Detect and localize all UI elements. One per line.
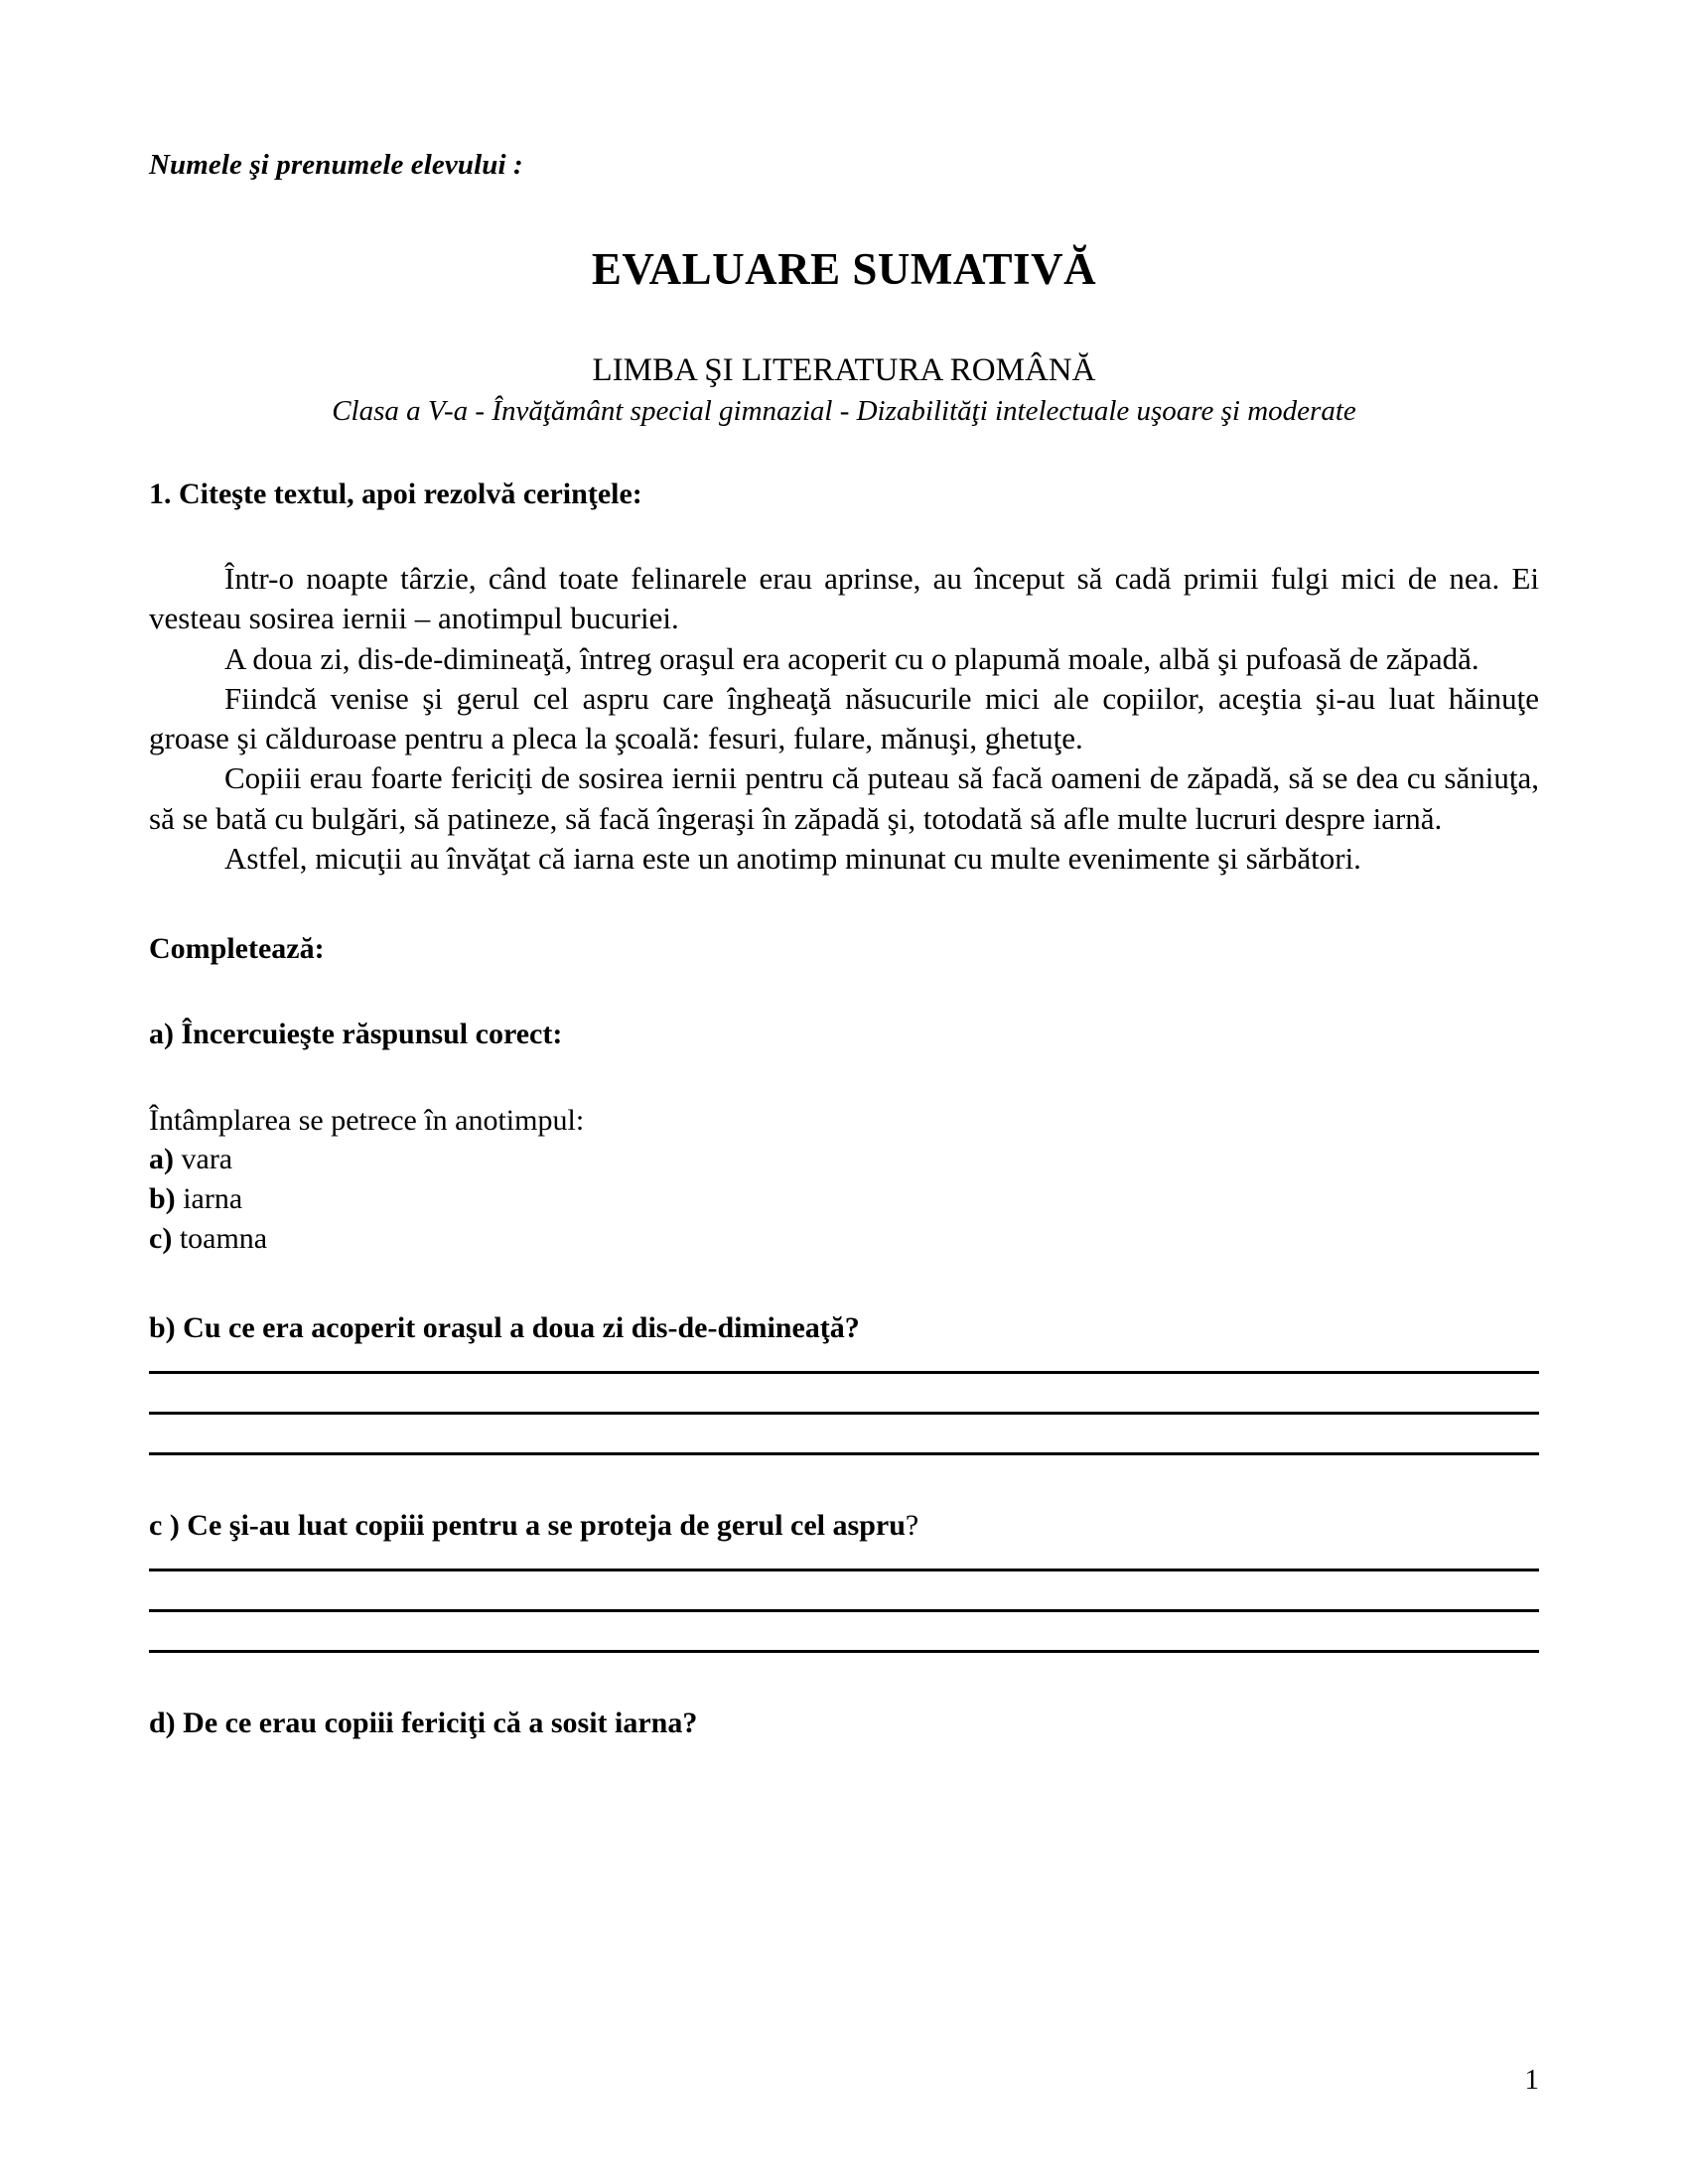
option-key: a)	[149, 1143, 174, 1176]
reading-passage	[149, 559, 1539, 879]
exercise-c-question-mark: ?	[905, 1509, 919, 1543]
answer-line[interactable]	[149, 1569, 1539, 1571]
option-label: iarna	[183, 1181, 243, 1215]
answer-line[interactable]	[149, 1650, 1539, 1653]
passage-paragraph: Fiindcă venise şi gerul cel aspru care îngheaţă năsucurile mici ale copiilor, aceştia şi-au luat hăinuţe groase şi călduroase pentru a pleca la şcoală: fesuri, fulare, mănuşi, ghetuţe.	[149, 680, 1539, 756]
answer-line[interactable]	[149, 1412, 1539, 1415]
passage-paragraph: Copiii erau foarte fericiţi de sosirea iernii pentru că puteau să facă oameni de zăpadă, să se dea cu săniuţa, să se bată cu bulgări, să patineze, să facă îngeraşi în zăpadă şi, totodată să afle multe lucruri despre iarnă.	[149, 760, 1539, 836]
answer-line[interactable]	[149, 1609, 1539, 1612]
option-label: vara	[181, 1143, 233, 1176]
exercise-a-stem: Întâmplarea se petrece în anotimpul:	[149, 1104, 585, 1138]
exercise-b-question: b) Cu ce era acoperit oraşul a doua zi dis-de-dimineaţă?	[149, 1311, 860, 1345]
student-name-label: Numele şi prenumele elevului :	[149, 149, 523, 181]
exercise-a-option-c[interactable]	[149, 1219, 1539, 1259]
exercise-a-prompt: a) Încercuieşte răspunsul corect:	[149, 1018, 563, 1051]
exercise-a-option-b[interactable]	[149, 1179, 1539, 1219]
subject-subtitle: LIMBA ŞI LITERATURA ROMÂNĂ	[592, 352, 1096, 388]
page-number: 1	[1524, 2064, 1539, 2096]
task-heading: 1. Citeşte textul, apoi rezolvă cerinţele:	[149, 478, 642, 510]
exercise-c-question	[149, 1509, 1539, 1543]
passage-paragraph: A doua zi, dis-de-dimineaţă, întreg oraşul era acoperit cu o plapumă moale, albă şi pufoasă de zăpadă.	[224, 640, 1479, 676]
exercise-c-question-text: c ) Ce şi-au luat copiii pentru a se proteja de gerul cel aspru	[149, 1509, 906, 1543]
passage-paragraph: Astfel, micuţii au învăţat că iarna este un anotimp minunat cu multe evenimente şi sărbători.	[224, 841, 1361, 877]
answer-line[interactable]	[149, 1371, 1539, 1374]
option-label: toamna	[179, 1221, 268, 1255]
completeaza-label: Completează:	[149, 932, 325, 966]
passage-paragraph: Într-o noapte târzie, când toate felinarele erau aprinse, au început să cadă primii fulgi mici de nea. Ei vesteau sosirea iernii – anotimpul bucuriei.	[149, 561, 1539, 636]
exercise-c-answer-area[interactable]	[149, 1569, 1539, 1653]
page-title: EVALUARE SUMATIVĂ	[591, 244, 1097, 294]
option-key: c)	[149, 1221, 173, 1255]
exercise-a-option-a[interactable]	[149, 1140, 1539, 1179]
class-info-subtitle: Clasa a V-a - Învăţământ special gimnazial - Dizabilităţi intelectuale uşoare şi moderate	[332, 395, 1356, 427]
answer-line[interactable]	[149, 1452, 1539, 1455]
exercise-d-question: d) De ce erau copiii fericiţi că a sosit iarna?	[149, 1706, 698, 1740]
exercise-b-answer-area[interactable]	[149, 1371, 1539, 1455]
option-key: b)	[149, 1181, 176, 1215]
